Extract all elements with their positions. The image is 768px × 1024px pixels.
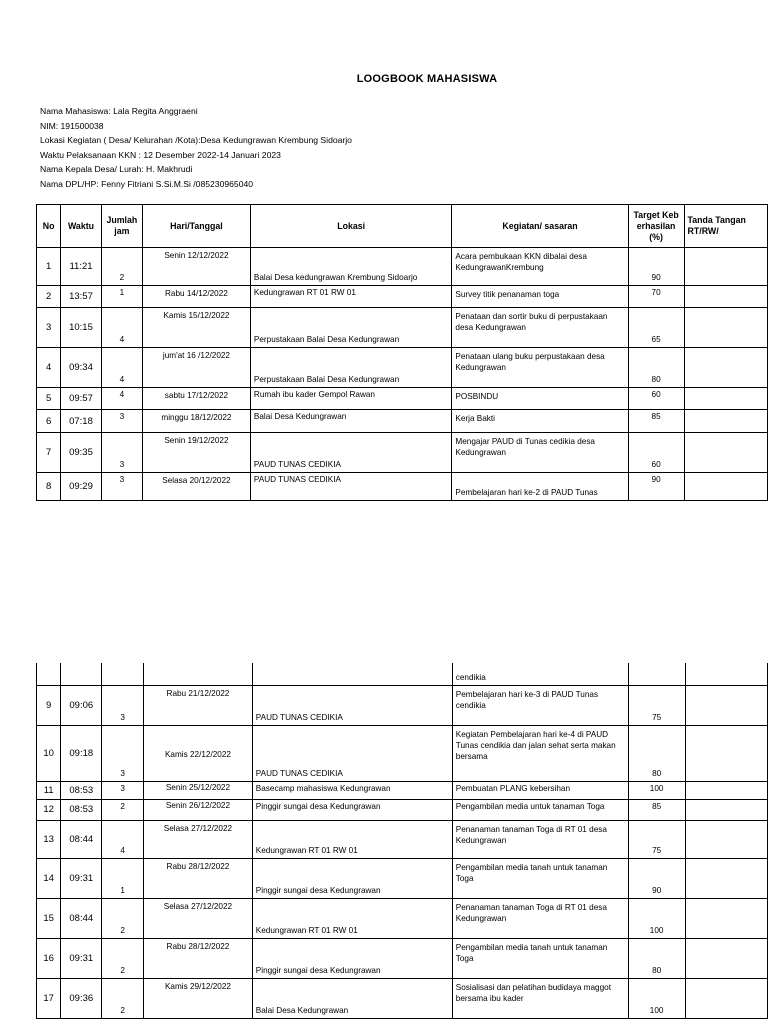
- header-jumlah-jam: Jumlah jam: [101, 205, 142, 248]
- cell-hari: Rabu 28/12/2022: [144, 858, 253, 898]
- cell-no: 6: [37, 410, 61, 433]
- cell-waktu: 09:57: [61, 388, 102, 410]
- header-hari-tanggal: Hari/Tanggal: [142, 205, 250, 248]
- logbook-table-page-2: [36, 663, 768, 1019]
- cell-lokasi: Balai Desa Kedungrawan: [252, 978, 452, 1018]
- cell-lokasi: Pinggir sungai desa Kedungrawan: [252, 799, 452, 820]
- cell-target: [628, 663, 685, 685]
- cell-hari: Selasa 27/12/2022: [144, 820, 253, 858]
- cell-signature: [685, 725, 767, 781]
- cell-jam: 3: [101, 473, 142, 501]
- info-village-head: Nama Kepala Desa/ Lurah: H. Makhrudi: [40, 164, 193, 175]
- cell-hari: Senin 25/12/2022: [144, 781, 253, 799]
- cell-hari: Rabu 21/12/2022: [144, 685, 253, 725]
- cell-waktu: 08:44: [61, 820, 102, 858]
- cell-signature: [685, 978, 767, 1018]
- cell-kegiatan: Survey titik penanaman toga: [452, 286, 628, 308]
- cell-jam: 2: [102, 938, 144, 978]
- cell-signature: [684, 410, 767, 433]
- cell-target: 60: [628, 388, 684, 410]
- cell-hari: Senin 19/12/2022: [142, 433, 250, 473]
- cell-jam: 2: [102, 799, 144, 820]
- cell-no: 12: [37, 799, 61, 820]
- cell-no: 10: [37, 725, 61, 781]
- table-row: [37, 978, 768, 1018]
- cell-signature: [684, 248, 767, 286]
- cell-no: 16: [37, 938, 61, 978]
- cell-signature: [684, 286, 767, 308]
- cell-kegiatan: Mengajar PAUD di Tunas cedikia desa Kedungrawan: [452, 433, 628, 473]
- cell-hari: Kamis 15/12/2022: [142, 308, 250, 348]
- document-title: LOOGBOOK MAHASISWA: [356, 73, 498, 85]
- header-kegiatan: Kegiatan/ sasaran: [452, 205, 628, 248]
- cell-target: 75: [628, 685, 685, 725]
- cell-jam: 1: [101, 286, 142, 308]
- cell-lokasi: Balai Desa Kedungrawan: [250, 410, 451, 433]
- cell-lokasi: Perpustakaan Balai Desa Kedungrawan: [250, 308, 451, 348]
- table-row: [37, 725, 768, 781]
- cell-no: 14: [37, 858, 61, 898]
- cell-waktu: 08:53: [61, 781, 102, 799]
- cell-no: 17: [37, 978, 61, 1018]
- cell-hari: Rabu 28/12/2022: [144, 938, 253, 978]
- cell-lokasi: Kedungrawan RT 01 RW 01: [252, 820, 452, 858]
- logbook-table-page-1: [36, 204, 768, 501]
- table-row: [37, 938, 768, 978]
- student-info: [40, 104, 352, 192]
- header-waktu: Waktu: [61, 205, 102, 248]
- cell-no: 2: [37, 286, 61, 308]
- info-period: Waktu Pelaksanaan KKN : 12 Desember 2022-14 Januari 2023: [40, 149, 281, 160]
- cell-hari: Selasa 27/12/2022: [144, 898, 253, 938]
- cell-waktu: 09:29: [61, 473, 102, 501]
- cell-jam: 4: [101, 388, 142, 410]
- document-page-2: [0, 663, 768, 1024]
- cell-hari: Kamis 22/12/2022: [144, 725, 253, 781]
- cell-waktu: 09:34: [61, 348, 102, 388]
- cell-kegiatan: Penataan dan sortir buku di perpustakaan desa Kedungrawan: [452, 308, 628, 348]
- cell-signature: [685, 858, 767, 898]
- info-nim: NIM: 191500038: [40, 120, 104, 131]
- cell-no: 11: [37, 781, 61, 799]
- cell-no: 5: [37, 388, 61, 410]
- cell-target: 80: [628, 938, 685, 978]
- cell-waktu: 08:44: [61, 898, 102, 938]
- cell-hari: Kamis 29/12/2022: [144, 978, 253, 1018]
- table-row: [37, 348, 768, 388]
- table-row: [37, 820, 768, 858]
- cell-signature: [684, 348, 767, 388]
- cell-lokasi: Balai Desa kedungrawan Krembung Sidoarjo: [250, 248, 451, 286]
- cell-hari: Selasa 20/12/2022: [142, 473, 250, 501]
- cell-kegiatan: Pembuatan PLANG kebersihan: [452, 781, 628, 799]
- cell-kegiatan: Kegiatan Pembelajaran hari ke-4 di PAUD Tunas cendikia dan jalan sehat serta makan bersama: [452, 725, 628, 781]
- cell-signature: [684, 433, 767, 473]
- table-row: [37, 799, 768, 820]
- table-row: [37, 308, 768, 348]
- cell-no: [37, 663, 61, 685]
- cell-signature: [685, 898, 767, 938]
- cell-signature: [685, 820, 767, 858]
- cell-lokasi: Basecamp mahasiswa Kedungrawan: [252, 781, 452, 799]
- header-target: Target Keberhasilan (%): [628, 205, 684, 248]
- cell-jam: 3: [102, 725, 144, 781]
- cell-jam: 1: [102, 858, 144, 898]
- cell-target: 80: [628, 725, 685, 781]
- cell-kegiatan: Pengambilan media tanah untuk tanaman Toga: [452, 938, 628, 978]
- table-row: [37, 433, 768, 473]
- cell-waktu: 09:31: [61, 858, 102, 898]
- cell-lokasi: Pinggir sungai desa Kedungrawan: [252, 858, 452, 898]
- cell-signature: [684, 388, 767, 410]
- cell-lokasi: PAUD TUNAS CEDIKIA: [252, 725, 452, 781]
- cell-no: 3: [37, 308, 61, 348]
- cell-signature: [684, 473, 767, 501]
- info-supervisor: Nama DPL/HP: Fenny Fitriani S.Si.M.Si /085230965040: [40, 178, 254, 189]
- info-location: Lokasi Kegiatan ( Desa/ Kelurahan /Kota):Desa Kedungrawan Krembung Sidoarjo: [40, 135, 352, 146]
- cell-waktu: 07:18: [61, 410, 102, 433]
- cell-jam: 4: [101, 348, 142, 388]
- table-header-row: [37, 205, 768, 248]
- table-row: [37, 858, 768, 898]
- cell-target: 75: [628, 820, 685, 858]
- cell-target: 85: [628, 799, 685, 820]
- cell-target: 100: [628, 898, 685, 938]
- cell-target: 85: [628, 410, 684, 433]
- cell-lokasi: Kedungrawan RT 01 RW 01: [252, 898, 452, 938]
- cell-target: 60: [628, 433, 684, 473]
- cell-no: 13: [37, 820, 61, 858]
- cell-target: 90: [628, 248, 684, 286]
- cell-target: 100: [628, 781, 685, 799]
- cell-kegiatan: Penanaman tanaman Toga di RT 01 desa Kedungrawan: [452, 898, 628, 938]
- table-row: [37, 286, 768, 308]
- table-row: [37, 473, 768, 501]
- cell-kegiatan: Pengambilan media tanah untuk tanaman Toga: [452, 858, 628, 898]
- cell-signature: [684, 308, 767, 348]
- cell-target: 90: [628, 473, 684, 501]
- header-tanda-tangan: Tanda Tangan RT/RW/: [684, 205, 767, 248]
- cell-hari: Senin 26/12/2022: [144, 799, 253, 820]
- cell-kegiatan: Penanaman tanaman Toga di RT 01 desa Kedungrawan: [452, 820, 628, 858]
- cell-lokasi: [252, 663, 452, 685]
- cell-lokasi: PAUD TUNAS CEDIKIA: [250, 433, 451, 473]
- cell-target: 90: [628, 858, 685, 898]
- cell-hari: Rabu 14/12/2022: [142, 286, 250, 308]
- cell-no: 7: [37, 433, 61, 473]
- cell-waktu: 09:18: [61, 725, 102, 781]
- cell-target: 80: [628, 348, 684, 388]
- cell-waktu: 09:31: [61, 938, 102, 978]
- cell-signature: [685, 663, 767, 685]
- table-row: [37, 898, 768, 938]
- table-row: [37, 388, 768, 410]
- cell-kegiatan: Sosialisasi dan pelatihan budidaya maggot bersama ibu kader: [452, 978, 628, 1018]
- cell-kegiatan: Acara pembukaan KKN dibalai desa KedungrawanKrembung: [452, 248, 628, 286]
- cell-jam: 4: [102, 820, 144, 858]
- cell-waktu: 09:06: [61, 685, 102, 725]
- cell-no: 8: [37, 473, 61, 501]
- cell-waktu: [61, 663, 102, 685]
- cell-target: 100: [628, 978, 685, 1018]
- cell-hari: jum'at 16 /12/2022: [142, 348, 250, 388]
- cell-no: 9: [37, 685, 61, 725]
- cell-kegiatan: Pengambilan media untuk tanaman Toga: [452, 799, 628, 820]
- cell-jam: 3: [101, 410, 142, 433]
- cell-jam: 3: [102, 685, 144, 725]
- cell-lokasi: Rumah ibu kader Gempol Rawan: [250, 388, 451, 410]
- cell-waktu: 13:57: [61, 286, 102, 308]
- cell-hari: sabtu 17/12/2022: [142, 388, 250, 410]
- cell-signature: [685, 685, 767, 725]
- cell-waktu: 10:15: [61, 308, 102, 348]
- cell-jam: 2: [102, 978, 144, 1018]
- cell-no: 1: [37, 248, 61, 286]
- cell-jam: 4: [101, 308, 142, 348]
- cell-lokasi: Kedungrawan RT 01 RW 01: [250, 286, 451, 308]
- cell-kegiatan: Pembelajaran hari ke-3 di PAUD Tunas cendikia: [452, 685, 628, 725]
- cell-kegiatan: Pembelajaran hari ke-2 di PAUD Tunas: [452, 473, 628, 501]
- cell-lokasi: PAUD TUNAS CEDIKIA: [252, 685, 452, 725]
- cell-kegiatan: Penataan ulang buku perpustakaan desa Kedungrawan: [452, 348, 628, 388]
- cell-waktu: 11:21: [61, 248, 102, 286]
- header-no: No: [37, 205, 61, 248]
- cell-lokasi: Pinggir sungai desa Kedungrawan: [252, 938, 452, 978]
- table-row: [37, 248, 768, 286]
- cell-kegiatan: cendikia: [452, 663, 628, 685]
- cell-target: 70: [628, 286, 684, 308]
- cell-waktu: 09:35: [61, 433, 102, 473]
- cell-jam: 2: [102, 898, 144, 938]
- cell-no: 15: [37, 898, 61, 938]
- cell-target: 65: [628, 308, 684, 348]
- cell-jam: 3: [101, 433, 142, 473]
- cell-lokasi: Perpustakaan Balai Desa Kedungrawan: [250, 348, 451, 388]
- info-student-name: Nama Mahasiswa: Lala Regita Anggraeni: [40, 106, 198, 116]
- table-row: [37, 685, 768, 725]
- cell-signature: [685, 938, 767, 978]
- cell-signature: [685, 799, 767, 820]
- cell-jam: 2: [101, 248, 142, 286]
- cell-kegiatan: Kerja Bakti: [452, 410, 628, 433]
- cell-waktu: 08:53: [61, 799, 102, 820]
- cell-jam: [102, 663, 144, 685]
- cell-jam: 3: [102, 781, 144, 799]
- cell-hari: Senin 12/12/2022: [142, 248, 250, 286]
- cell-signature: [685, 781, 767, 799]
- table-row: [37, 410, 768, 433]
- cell-hari: minggu 18/12/2022: [142, 410, 250, 433]
- cell-waktu: 09:36: [61, 978, 102, 1018]
- table-row-continued: [37, 663, 768, 685]
- cell-no: 4: [37, 348, 61, 388]
- cell-kegiatan: POSBINDU: [452, 388, 628, 410]
- table-row: [37, 781, 768, 799]
- cell-lokasi: PAUD TUNAS CEDIKIA: [250, 473, 451, 501]
- header-lokasi: Lokasi: [250, 205, 451, 248]
- cell-hari: [144, 663, 253, 685]
